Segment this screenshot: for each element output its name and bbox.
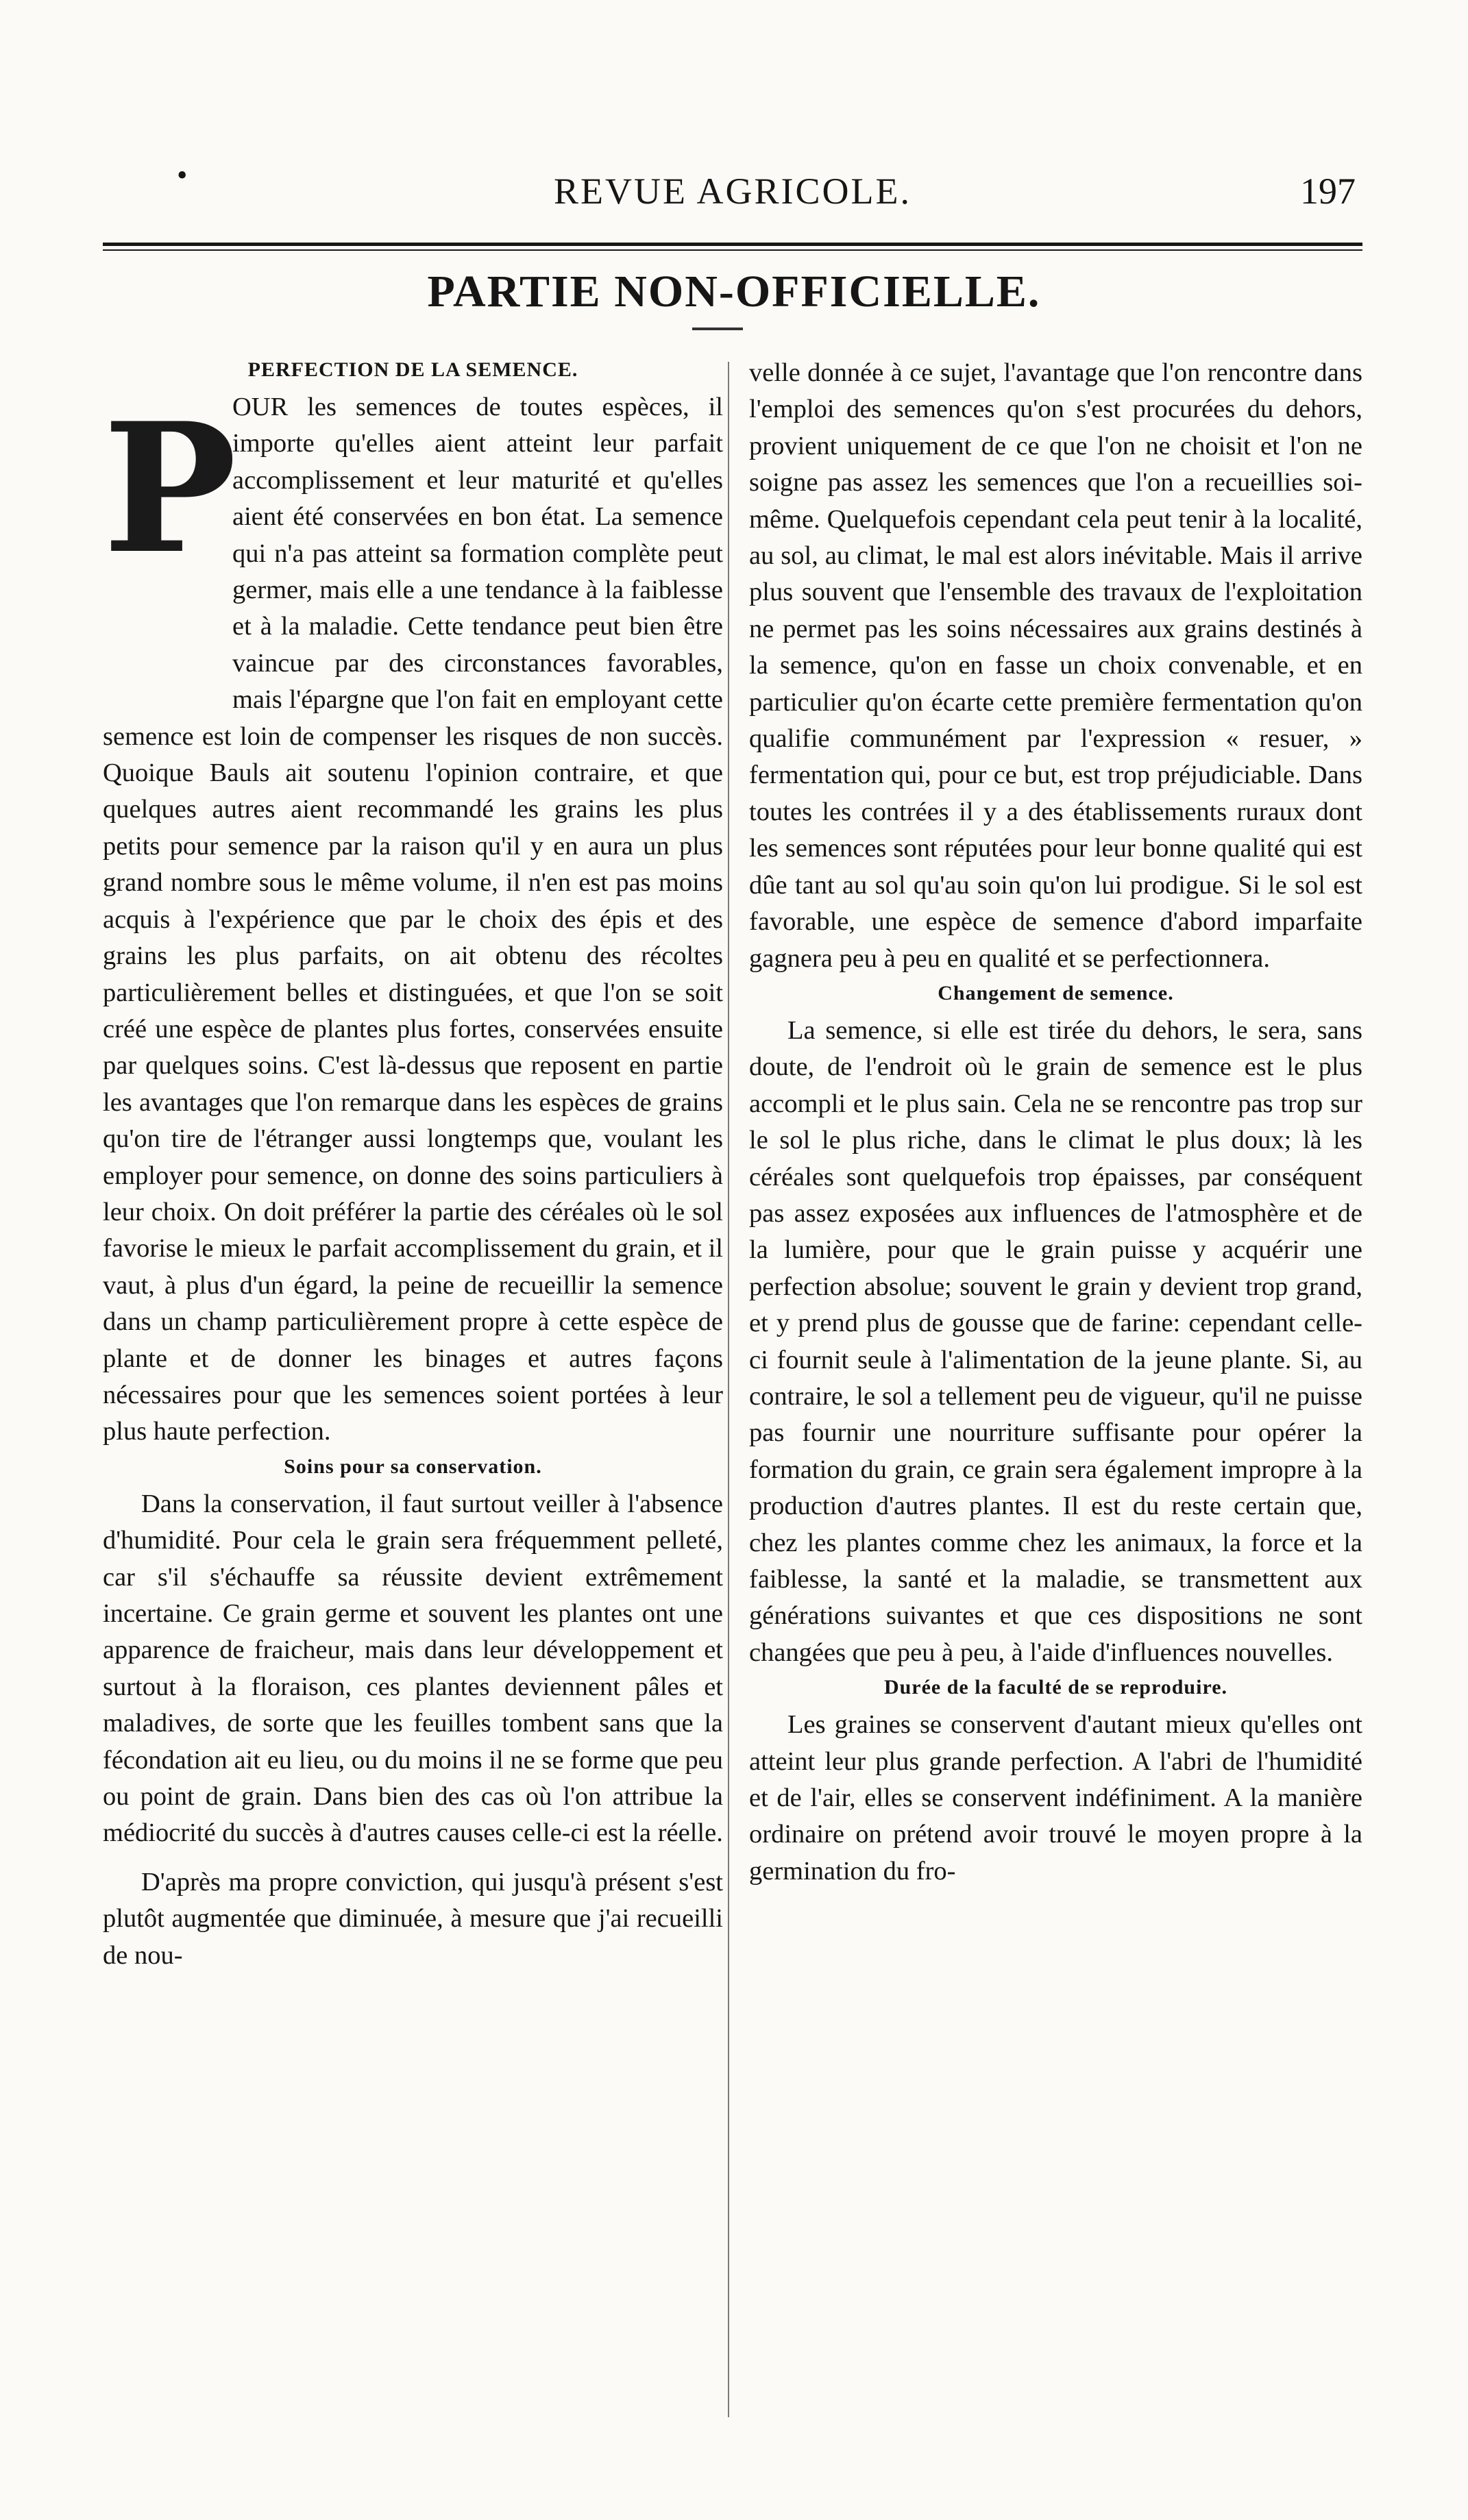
section-title: PARTIE NON-OFFICIELLE. <box>427 267 1041 317</box>
right-column <box>749 355 1362 1890</box>
paragraph: velle donnée à ce sujet, l'avantage que l'on rencontre dans l'emploi des semences qu'on s'est procurées du dehors, provient uniquement de ce que l'on ne choisit et l'on ne soigne pas assez les semences que l'on a recueillies soi-même. Quelquefois cependant cela peut tenir à la localité, au sol, au climat, le mal est alors inévitable. Mais il arrive plus souvent que l'ensemble des travaux de l'exploitation ne permet pas les soins nécessaires aux grains destinés à la semence, qu'on en fasse un choix convenable, et en particulier qu'on écarte cette première fermentation qu'on qualifie communément par l'expression « resuer, » fermentation qui, pour ce but, est trop préjudiciable. Dans toutes les contrées il y a des établissements ruraux dont les semences sont réputées pour leur bonne qualité qui est dûe tant au sol qu'au soin qu'on lui prodigue. Si le sol est favorable, une espèce de semence d'abord imparfaite gagnera peu à peu en qualité et se perfectionnera. <box>749 358 1362 973</box>
page-number: 197 <box>1300 171 1356 212</box>
title-dash <box>692 328 743 330</box>
paragraph-text: OUR les semences de toutes espèces, il importe qu'elles aient atteint leur parfait accomplissement et leur maturité et qu'elles aient été conservées en bon état. La semence qui n'a pas atteint sa formation complète peut germer, mais elle a une tendance à la faiblesse et à la maladie. Cette tendance peut bien être vaincue par des circonstances favorables, mais l'épargne que l'on fait en employant cette semence est loin de compenser les risques de non succès. Quoique Bauls ait soutenu l'opinion contraire, et que quelques autres aient recommandé les grains les plus petits pour semence par la raison qu'il y en aura un plus grand nombre sous le même volume, il n'en est pas moins acquis à l'expérience que par le choix des épis et des grains les plus parfaits, on ait obtenu des récoltes particulièrement belles et distinguées, et que l'on se soit créé une espèce de plantes plus fortes, conservées ensuite par quelques soins. C'est là-dessus que reposent en partie les avantages que l'on remarque dans les espèces de grains qu'on tire de l'étranger aussi longtemps que, voulant les employer pour semence, on donne des soins particuliers à leur choix. On doit préférer la partie des céréales où le sol favorise le mieux le parfait accomplissement du grain, et il vaut, à plus d'un égard, la peine de recueillir la semence dans un champ particulièrement propre à cette espèce de plante et de donner les binages et autres façons nécessaires pour que les semences soient portées à leur plus haute perfection. <box>103 393 723 1446</box>
running-head <box>103 158 1362 225</box>
paragraph <box>103 384 723 1450</box>
left-column <box>103 355 723 1974</box>
paragraph: D'après ma propre conviction, qui jusqu'à présent s'est plutôt augmentée que diminuée, à mesure que j'ai recueilli de nou- <box>103 1867 723 1970</box>
subheading: Soins pour sa conservation. <box>284 1455 542 1478</box>
column-divider <box>728 362 729 2417</box>
article-heading: PERFECTION DE LA SEMENCE. <box>247 358 578 381</box>
running-title: REVUE AGRICOLE. <box>554 171 912 212</box>
header-rule-thick <box>103 243 1362 246</box>
spacer <box>103 1852 723 1864</box>
subheading: Durée de la faculté de se reproduire. <box>883 1676 1228 1699</box>
paragraph: La semence, si elle est tirée du dehors, le sera, sans doute, de l'endroit où le grain de semence est le plus accompli et le plus sain. Cela ne se rencontre pas trop sur le sol le plus riche, dans le climat le plus doux; là les céréales sont quelquefois trop épaisses, par conséquent pas assez exposées aux influences de l'atmosphère et de la lumière, pour que le grain puisse y acquérir une perfection absolue; souvent le grain y devient trop grand, et y prend plus de gousse que de farine: cependant celle-ci fournit seule à l'alimentation de la jeune plante. Si, au contraire, le sol a tellement peu de vigueur, qu'il ne puisse pas fournir une nourriture suffisante pour opérer la formation du grain, ce grain sera également impropre à la production d'autres plantes. Il est du reste certain que, chez les plantes comme chez les animaux, la force et la faiblesse, la santé et la maladie, se transmettent aux générations suivantes et que ces dispositions ne sont changées que peu à peu, à l'aide d'influences nouvelles. <box>749 1015 1362 1667</box>
header-rule-thin <box>103 249 1362 251</box>
paragraph: Les graines se conservent d'autant mieux qu'elles ont atteint leur plus grande perfection. A l'abri de l'humidité et de l'air, elles se conservent indéfiniment. A la manière ordinaire on prétend avoir trouvé le moyen propre à la germination du fro- <box>749 1710 1362 1886</box>
ornamental-dropcap: P <box>103 384 237 593</box>
ornament: • <box>177 158 188 192</box>
subheading: Changement de semence. <box>938 981 1174 1004</box>
paragraph: Dans la conservation, il faut surtout veiller à l'absence d'humidité. Pour cela le grain sera fréquemment pelleté, car s'il s'échauffe sa réussite devient extrêmement incertaine. Ce grain germe et souvent les plantes ont une apparence de fraicheur, mais dans leur développement et surtout à la floraison, ces plantes deviennent pâles et maladives, de sorte que les feuilles tombent sans que la fécondation ait eu lieu, ou du moins il ne se forme que peu ou point de grain. Dans bien des cas où l'on attribue la médiocrité du succès à d'autres causes celle-ci est la réelle. <box>103 1489 723 1848</box>
